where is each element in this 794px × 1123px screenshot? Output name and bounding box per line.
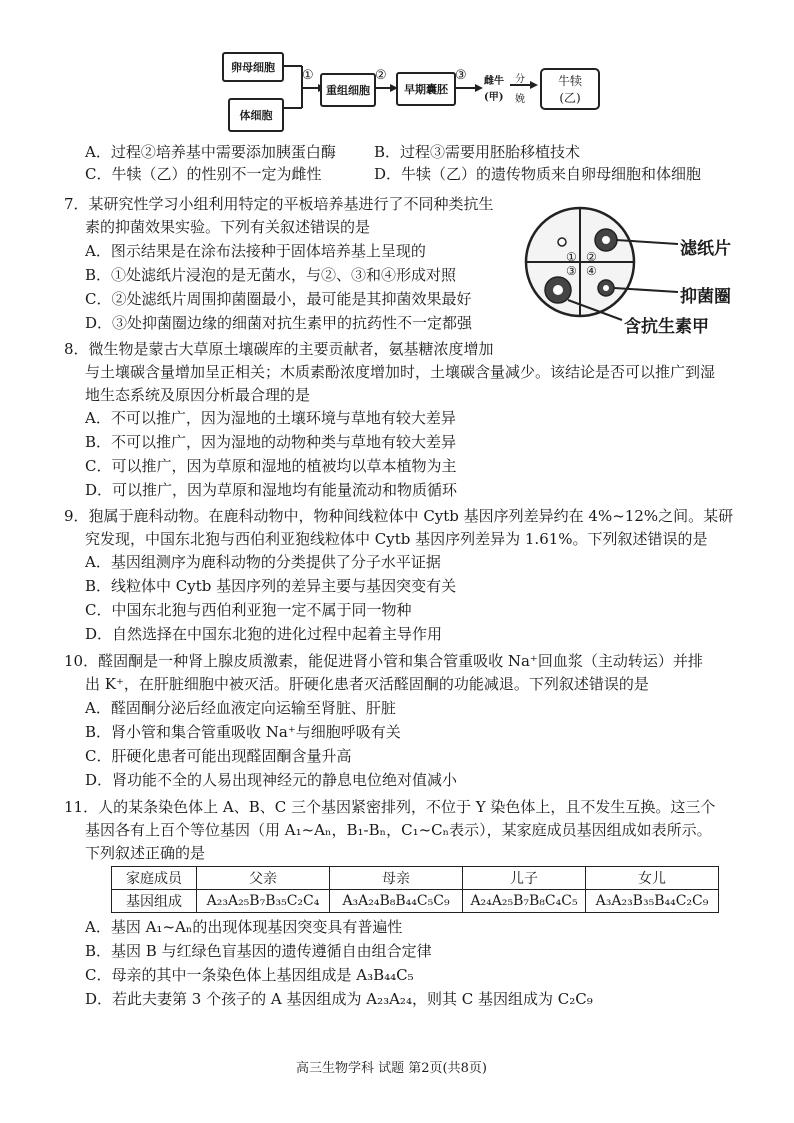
q9-option-a: A．基因组测序为鹿科动物的分类提供了分子水平证据 — [85, 553, 441, 571]
q8-option-b: B．不可以推广，因为湿地的动物种类与草地有较大差异 — [85, 433, 457, 451]
q10-stem-2: 出 K⁺，在肝脏细胞中被灭活。肝硬化患者灭活醛固酮的功能减退。下列叙述错误的是 — [85, 675, 649, 693]
q6-option-d: D．牛犊（乙）的遗传物质来自卵母细胞和体细胞 — [374, 165, 702, 183]
step-1-label: ① — [302, 68, 314, 83]
q8-option-d: D．可以推广，因为草原和湿地均有能量流动和物质循环 — [85, 481, 458, 499]
q11-stem-3: 下列叙述正确的是 — [85, 844, 206, 862]
table-header-cell: 母亲 — [330, 867, 463, 890]
page-footer: 高三生物学科 试题 第2页(共8页) — [296, 1061, 487, 1076]
q7-option-d: D．③处抑菌圈边缘的细菌对抗生素甲的抗药性不一定都强 — [85, 314, 473, 332]
calf-box — [540, 68, 600, 110]
q9-stem-2: 究发现，中国东北狍与西伯利亚狍线粒体中 Cytb 基因序列差异为 1.61%。下列叙述错误的是 — [85, 530, 708, 548]
table-row — [112, 890, 719, 913]
label-antibiotic-a: 含抗生素甲 — [624, 317, 709, 337]
q8-stem-1: 8．微生物是蒙古大草原土壤碳库的主要贡献者，氨基糖浓度增加 — [64, 340, 494, 358]
q8-option-a: A．不可以推广，因为湿地的土壤环境与草地有较大差异 — [85, 409, 456, 427]
q9-option-c: C．中国东北狍与西伯利亚狍一定不属于同一物种 — [85, 601, 412, 619]
dish-num-3: ③ — [566, 264, 577, 278]
q10-option-d: D．肾功能不全的人易出现神经元的静息电位绝对值减小 — [85, 771, 458, 789]
q8-stem-3: 地生态系统及原因分析最合理的是 — [85, 386, 311, 404]
cow-a-label: 雌牛 — [484, 76, 504, 87]
table-header-row — [112, 867, 719, 890]
calf-tag: (乙) — [559, 91, 581, 105]
q7-option-b: B．①处滤纸片浸泡的是无菌水，与②、③和④形成对照 — [85, 266, 457, 284]
dish-num-2: ② — [586, 250, 597, 264]
table-header-cell: 家庭成员 — [112, 867, 197, 890]
table-header-cell: 儿子 — [463, 867, 586, 890]
birth-label-1: 分 — [515, 74, 525, 85]
table-cell: A₂₃A₂₅B₇B₃₅C₂C₄ — [197, 890, 330, 913]
dish-num-4: ④ — [586, 264, 597, 278]
calf-label: 牛犊 — [557, 74, 582, 88]
q8-option-c: C．可以推广，因为草原和湿地的植被均以草本植物为主 — [85, 457, 457, 475]
q11-option-b: B．基因 B 与红绿色盲基因的遗传遵循自由组合定律 — [85, 942, 432, 960]
label-filter-paper: 滤纸片 — [680, 239, 731, 259]
q6-option-a: A．过程②培养基中需要添加胰蛋白酶 — [85, 143, 336, 161]
q7-option-c: C．②处滤纸片周围抑菌圈最小，最可能是其抑菌效果最好 — [85, 290, 472, 308]
genotype-table — [111, 866, 719, 913]
q7-stem-2: 素的抑菌效果实验。下列有关叙述错误的是 — [85, 218, 371, 236]
q9-option-b: B．线粒体中 Cytb 基因序列的差异主要与基因突变有关 — [85, 577, 457, 595]
q11-stem-2: 基因各有上百个等位基因（用 A₁~Aₙ，B₁-Bₙ，C₁~Cₙ表示），某家庭成员基因组成如表所示。 — [85, 821, 712, 839]
egg-cell-box: 卵母细胞 — [222, 52, 284, 82]
q10-option-c: C．肝硬化患者可能出现醛固酮含量升高 — [85, 747, 352, 765]
table-cell: A₃A₂₃B₃₅B₄₄C₂C₉ — [586, 890, 719, 913]
q7-option-a: A．图示结果是在涂布法接种于固体培养基上呈现的 — [85, 242, 426, 260]
embryo-box: 早期囊胚 — [396, 72, 456, 106]
birth-label-2: 娩 — [515, 94, 525, 105]
q7-stem-1: 7．某研究性学习小组利用特定的平板培养基进行了不同种类抗生 — [64, 195, 494, 213]
step-2-label: ② — [375, 68, 387, 83]
q9-option-d: D．自然选择在中国东北狍的进化过程中起着主导作用 — [85, 625, 443, 643]
q11-option-a: A．基因 A₁~Aₙ的出现体现基因突变具有普遍性 — [85, 918, 403, 936]
table-cell: 基因组成 — [112, 890, 197, 913]
label-inhibition-zone: 抑菌圈 — [680, 287, 731, 307]
q10-option-a: A．醛固酮分泌后经血液定向运输至肾脏、肝脏 — [85, 699, 396, 717]
somatic-cell-box: 体细胞 — [228, 98, 284, 132]
step-3-label: ③ — [455, 68, 467, 83]
dish-num-1: ① — [566, 250, 577, 264]
q10-stem-1: 10．醛固酮是一种肾上腺皮质激素，能促进肾小管和集合管重吸收 Na⁺回血浆（主动转运）并排 — [64, 652, 703, 670]
q9-stem-1: 9．狍属于鹿科动物。在鹿科动物中，物种间线粒体中 Cytb 基因序列差异约在 4%~12%之间。某研 — [64, 507, 734, 525]
q11-option-c: C．母亲的其中一条染色体上基因组成是 A₃B₄₄C₅ — [85, 966, 414, 984]
q6-option-b: B．过程③需要用胚胎移植技术 — [374, 143, 581, 161]
q6-option-c: C．牛犊（乙）的性别不一定为雌性 — [85, 165, 322, 183]
table-cell: A₂₄A₂₅B₇B₈C₄C₅ — [463, 890, 586, 913]
q11-option-d: D．若此夫妻第 3 个孩子的 A 基因组成为 A₂₃A₂₄，则其 C 基因组成为 C₂C₉ — [85, 990, 593, 1008]
reconstructed-cell-box: 重组细胞 — [320, 73, 376, 107]
table-header-cell: 父亲 — [197, 867, 330, 890]
table-header-cell: 女儿 — [586, 867, 719, 890]
cow-a-tag: (甲) — [484, 92, 504, 103]
q8-stem-2: 与土壤碳含量增加呈正相关；木质素酚浓度增加时，土壤碳含量减少。该结论是否可以推广到湿 — [85, 363, 716, 381]
q11-stem-1: 11．人的某条染色体上 A、B、C 三个基因紧密排列，不位于 Y 染色体上，且不发生互换。这三个 — [64, 798, 716, 816]
table-cell: A₃A₂₄B₈B₄₄C₅C₉ — [330, 890, 463, 913]
q10-option-b: B．肾小管和集合管重吸收 Na⁺与细胞呼吸有关 — [85, 723, 401, 741]
